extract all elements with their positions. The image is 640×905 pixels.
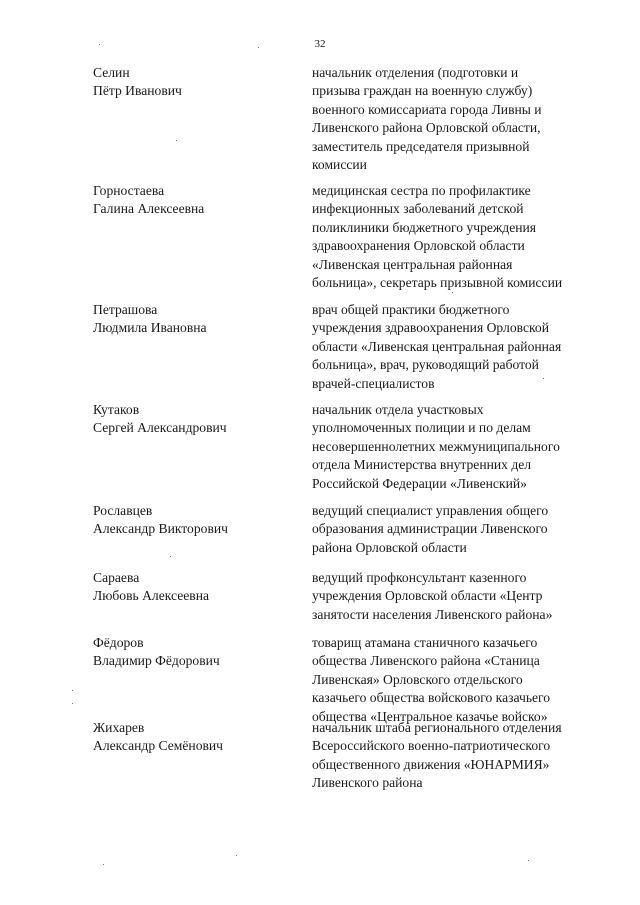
position-line: поликлиники бюджетного учреждения [312,219,537,235]
member-position [312,502,612,557]
position-line: здравоохранения Орловской области [312,238,525,254]
member-given-names: Галина Алексеевна [93,201,205,217]
member-name [93,569,293,606]
member-name [93,719,293,756]
position-line: призыва граждан на военную службу) [312,83,533,99]
member-position [312,719,612,793]
member-given-names: Сергей Александрович [93,420,227,436]
position-line: общества «Центральное казачье войско» [312,708,548,724]
member-surname: Горностаева [93,183,165,198]
position-line: ведущий профконсультант казенного [312,570,527,585]
position-line: Ливенского района [312,775,423,791]
position-line: учреждения здравоохранения Орловской [312,320,549,336]
position-line: начальник штаба регионального отделения [312,720,562,735]
position-line: области «Ливенская центральная районная [312,338,562,354]
member-position [312,301,612,393]
member-surname: Сараева [93,570,140,585]
position-line: врачей-специалистов [312,375,435,391]
member-name [93,182,293,219]
scan-speck [103,864,104,865]
member-surname: Кутаков [93,402,140,417]
member-name [93,634,293,671]
member-given-names: Любовь Алексеевна [93,588,209,604]
member-position [312,634,612,726]
position-line: общества Ливенского района «Станица [312,653,540,669]
member-given-names: Владимир Фёдорович [93,653,220,669]
scan-speck [99,44,100,45]
position-line: Российской Федерации «Ливенский» [312,475,527,491]
position-line: Ливенская» Орловского отдельского [312,671,523,687]
position-line: уполномоченных полиции и по делам [312,420,531,436]
position-line: учреждения Орловской области «Центр [312,588,543,604]
position-line: больница», врач, руководящий работой [312,357,539,373]
member-given-names: Людмила Ивановна [93,320,207,336]
position-line: ведущий специалист управления общего [312,503,549,518]
member-surname: Селин [93,65,130,80]
scan-speck [72,690,73,691]
position-line: начальник отделения (подготовки и [312,65,519,80]
position-line: занятости населения Ливенского района» [312,606,553,622]
member-given-names: Пётр Иванович [93,83,182,99]
member-surname: Петрашова [93,302,158,317]
position-line: района Орловской области [312,539,467,555]
member-surname: Жихарев [93,720,145,735]
scan-speck [176,140,177,141]
scan-speck [543,378,544,379]
page-number: 32 [314,38,326,50]
member-surname: Рославцев [93,503,153,518]
member-position [312,569,612,624]
position-line: начальник отдела участковых [312,402,484,417]
position-line: образования администрации Ливенского [312,521,548,537]
position-line: комиссии [312,157,367,173]
scan-speck [452,292,453,293]
member-name [93,502,293,539]
position-line: больница», секретарь призывной комиссии [312,275,563,291]
position-line: казачьего общества войскового казачьего [312,690,551,706]
member-name [93,64,293,101]
position-line: Ливенского района Орловской области, [312,120,541,136]
position-line: общественного движения «ЮНАРМИЯ» [312,756,550,772]
member-name [93,401,293,438]
member-position [312,182,612,292]
scan-speck [72,703,73,704]
position-line: Всероссийского военно-патриотического [312,738,551,754]
member-surname: Фёдоров [93,635,144,650]
position-line: несовершеннолетних межмуниципального [312,438,560,454]
scan-speck [236,855,237,856]
position-line: отдела Министерства внутренних дел [312,457,532,473]
member-name [93,301,293,338]
member-given-names: Александр Викторович [93,521,228,537]
member-position [312,401,612,493]
position-line: военного комиссариата города Ливны и [312,101,542,117]
position-line: медицинская сестра по профилактике [312,183,531,198]
position-line: врач общей практики бюджетного [312,302,510,317]
scan-speck [258,47,259,48]
member-given-names: Александр Семёнович [93,738,224,754]
position-line: инфекционных заболеваний детской [312,201,524,217]
scan-speck [170,556,171,557]
member-position [312,64,612,174]
scan-speck [528,860,529,861]
position-line: товарищ атамана станичного казачьего [312,635,538,650]
position-line: «Ливенская центральная районная [312,256,513,272]
position-line: заместитель председателя призывной [312,138,530,154]
